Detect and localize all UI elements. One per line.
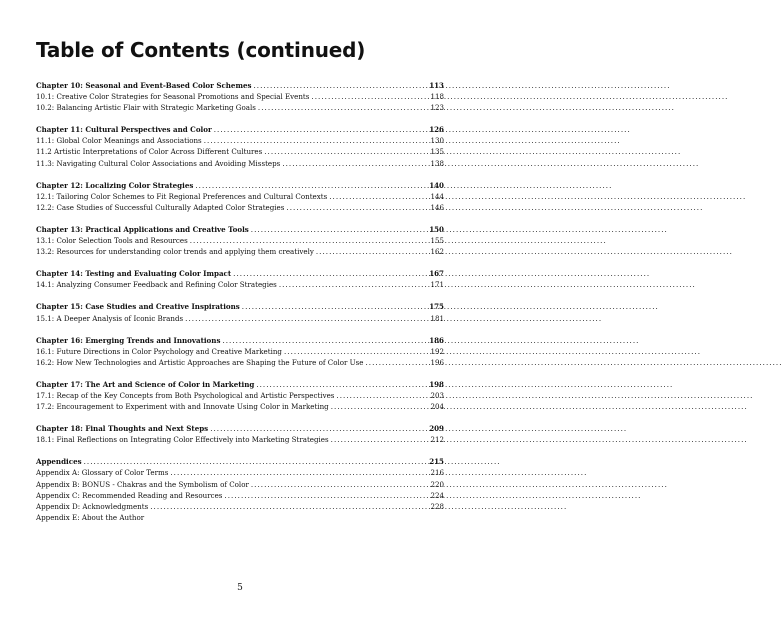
toc-entry-title: 12.1: Tailoring Color Schemes to Fit Regional Preferences and Cultural Contexts bbox=[36, 191, 328, 201]
toc-subsection-entry[interactable] bbox=[36, 135, 444, 146]
toc-entry-page: 175 bbox=[429, 302, 444, 312]
toc-entry-page: 123 bbox=[430, 103, 444, 113]
toc-entry-page: 150 bbox=[429, 224, 444, 234]
toc-chapter-entry[interactable] bbox=[36, 379, 444, 390]
toc-subsection-entry[interactable] bbox=[36, 146, 444, 157]
toc-chapter-entry[interactable] bbox=[36, 268, 444, 279]
toc-entry-page: 212 bbox=[430, 435, 444, 445]
toc-entry-title: 14.1: Analyzing Consumer Feedback and Refining Color Strategies bbox=[36, 280, 277, 290]
toc-entry-title: Chapter 12: Localizing Color Strategies bbox=[36, 180, 194, 190]
toc-entry-page: 198 bbox=[429, 379, 444, 389]
dot-leader bbox=[222, 335, 427, 346]
toc-entry-page: 155 bbox=[430, 236, 444, 246]
dot-leader bbox=[311, 91, 428, 102]
toc-subsection-entry[interactable] bbox=[36, 346, 444, 357]
toc-section bbox=[36, 456, 444, 523]
toc-subsection-entry[interactable] bbox=[36, 390, 444, 401]
toc-entry-title: Chapter 18: Final Thoughts and Next Steps bbox=[36, 424, 209, 434]
toc-entry-page: 196 bbox=[430, 357, 444, 367]
toc-entry-title: Appendices bbox=[36, 457, 82, 467]
toc-entry-page: 203 bbox=[430, 390, 444, 400]
dot-leader bbox=[195, 180, 427, 191]
toc-chapter-entry[interactable] bbox=[36, 456, 444, 467]
dot-leader bbox=[366, 357, 429, 368]
toc-chapter-entry[interactable] bbox=[36, 124, 444, 135]
toc-subsection-entry[interactable] bbox=[36, 479, 444, 490]
toc-entry-page: 224 bbox=[430, 490, 444, 500]
toc-subsection-entry[interactable] bbox=[36, 313, 444, 324]
toc-entry-title: 13.2: Resources for understanding color trends and applying them creatively bbox=[36, 247, 314, 257]
toc-entry-title: 16.1: Future Directions in Color Psychology and Creative Marketing bbox=[36, 346, 282, 356]
toc-entry-title: Chapter 10: Seasonal and Event-Based Color Schemes bbox=[36, 81, 252, 90]
toc-entry-page: 144 bbox=[430, 191, 444, 201]
page-number: 5 bbox=[237, 583, 243, 593]
dot-leader bbox=[253, 80, 427, 91]
toc-entry-page: 216 bbox=[430, 468, 444, 478]
toc-subsection-entry[interactable] bbox=[36, 512, 444, 523]
toc-entry-page: 220 bbox=[430, 479, 444, 489]
toc-chapter-entry[interactable] bbox=[36, 335, 444, 346]
toc-entry-title: Chapter 16: Emerging Trends and Innovations bbox=[36, 335, 221, 345]
toc-entry-title: Appendix A: Glossary of Color Terms bbox=[36, 468, 169, 478]
toc-entry-page: 167 bbox=[429, 269, 444, 279]
toc-section bbox=[36, 335, 444, 368]
page-title: Table of Contents (continued) bbox=[36, 38, 366, 62]
dot-leader bbox=[84, 456, 428, 467]
toc-entry-title: Chapter 14: Testing and Evaluating Color Impact bbox=[36, 269, 232, 279]
toc-subsection-entry[interactable] bbox=[36, 191, 444, 202]
dot-leader bbox=[256, 379, 427, 390]
dot-leader bbox=[150, 501, 428, 512]
toc-subsection-entry[interactable] bbox=[36, 235, 444, 246]
toc-entry-title: Chapter 15: Case Studies and Creative Inspirations bbox=[36, 302, 240, 312]
toc-entry-page: 146 bbox=[430, 202, 444, 212]
dot-leader bbox=[258, 102, 429, 113]
dot-leader bbox=[224, 490, 428, 501]
toc-subsection-entry[interactable] bbox=[36, 434, 444, 445]
toc-entry-title: Appendix D: Acknowledgments bbox=[36, 501, 149, 511]
toc-section bbox=[36, 423, 444, 445]
dot-leader bbox=[282, 158, 428, 169]
toc-entry-page: 138 bbox=[430, 158, 444, 168]
toc-entry-page: 126 bbox=[429, 125, 444, 135]
toc-entry-page: 209 bbox=[429, 424, 444, 434]
toc-entry-page: 181 bbox=[430, 313, 444, 323]
toc-chapter-entry[interactable] bbox=[36, 80, 444, 91]
toc-entry-title: 12.2: Case Studies of Successful Culturally Adapted Color Strategies bbox=[36, 202, 285, 212]
toc-entry-page: 215 bbox=[429, 457, 444, 467]
toc-subsection-entry[interactable] bbox=[36, 202, 444, 213]
toc-entry-page: 113 bbox=[429, 81, 444, 90]
toc-entry-title: 11.2 Artistic Interpretations of Color Across Different Cultures bbox=[36, 147, 263, 157]
table-of-contents bbox=[36, 80, 444, 534]
dot-leader bbox=[284, 346, 428, 357]
toc-subsection-entry[interactable] bbox=[36, 102, 444, 113]
toc-chapter-entry[interactable] bbox=[36, 224, 444, 235]
dot-leader bbox=[286, 202, 428, 213]
toc-entry-page: 118 bbox=[430, 92, 444, 102]
toc-subsection-entry[interactable] bbox=[36, 246, 444, 257]
toc-subsection-entry[interactable] bbox=[36, 401, 444, 412]
toc-section bbox=[36, 80, 444, 113]
toc-section bbox=[36, 268, 444, 290]
toc-entry-page: 140 bbox=[429, 180, 444, 190]
toc-entry-title: 17.1: Recap of the Key Concepts from Both Psychological and Artistic Perspectives bbox=[36, 390, 335, 400]
toc-entry-page: 228 bbox=[430, 501, 444, 511]
toc-entry-page: 171 bbox=[430, 280, 444, 290]
toc-entry-title: 11.3: Navigating Cultural Color Associations and Avoiding Missteps bbox=[36, 158, 281, 168]
toc-subsection-entry[interactable] bbox=[36, 467, 444, 478]
dot-leader bbox=[331, 401, 429, 412]
toc-subsection-entry[interactable] bbox=[36, 158, 444, 169]
dot-leader bbox=[170, 467, 428, 478]
toc-entry-title: 11.1: Global Color Meanings and Associations bbox=[36, 136, 202, 146]
toc-entry-page: 135 bbox=[430, 147, 444, 157]
dot-leader bbox=[316, 246, 429, 257]
dot-leader bbox=[233, 268, 427, 279]
toc-entry-page: 162 bbox=[430, 247, 444, 257]
toc-entry-title: 10.2: Balancing Artistic Flair with Strategic Marketing Goals bbox=[36, 103, 256, 113]
dot-leader bbox=[190, 235, 429, 246]
toc-entry-title: Chapter 13: Practical Applications and Creative Tools bbox=[36, 224, 249, 234]
toc-entry-page: 130 bbox=[430, 136, 444, 146]
toc-entry-page: 192 bbox=[430, 346, 444, 356]
toc-entry-title: Chapter 11: Cultural Perspectives and Color bbox=[36, 125, 212, 135]
toc-entry-title: 10.1: Creative Color Strategies for Seasonal Promotions and Special Events bbox=[36, 92, 310, 102]
dot-leader bbox=[210, 423, 427, 434]
dot-leader bbox=[329, 191, 428, 202]
dot-leader bbox=[204, 135, 429, 146]
toc-section bbox=[36, 379, 444, 412]
toc-section bbox=[36, 301, 444, 323]
dot-leader bbox=[331, 434, 429, 445]
toc-entry-title: Appendix C: Recommended Reading and Resources bbox=[36, 490, 223, 500]
toc-entry-title: Appendix B: BONUS - Chakras and the Symbolism of Color bbox=[36, 479, 249, 489]
dot-leader bbox=[336, 390, 428, 401]
toc-subsection-entry[interactable] bbox=[36, 279, 444, 290]
toc-entry-title: 18.1: Final Reflections on Integrating Color Effectively into Marketing Strategies bbox=[36, 435, 329, 445]
toc-entry-title: Chapter 17: The Art and Science of Color in Marketing bbox=[36, 379, 255, 389]
toc-section bbox=[36, 180, 444, 213]
dot-leader bbox=[251, 224, 427, 235]
toc-subsection-entry[interactable] bbox=[36, 490, 444, 501]
dot-leader bbox=[214, 124, 427, 135]
toc-entry-title: 13.1: Color Selection Tools and Resources bbox=[36, 236, 188, 246]
toc-chapter-entry[interactable] bbox=[36, 301, 444, 312]
toc-section bbox=[36, 124, 444, 168]
dot-leader bbox=[242, 301, 427, 312]
toc-subsection-entry[interactable] bbox=[36, 501, 444, 512]
toc-entry-title: 17.2: Encouragement to Experiment with and Innovate Using Color in Marketing bbox=[36, 402, 329, 412]
toc-section bbox=[36, 224, 444, 257]
toc-entry-title: Appendix E: About the Author bbox=[36, 512, 145, 522]
toc-entry-page: 186 bbox=[429, 335, 444, 345]
toc-chapter-entry[interactable] bbox=[36, 423, 444, 434]
toc-entry-title: 16.2: How New Technologies and Artistic Approaches are Shaping the Future of Color Use bbox=[36, 357, 364, 367]
dot-leader bbox=[185, 313, 428, 324]
dot-leader bbox=[279, 279, 429, 290]
toc-entry-title: 15.1: A Deeper Analysis of Iconic Brands bbox=[36, 313, 184, 323]
dot-leader bbox=[251, 479, 429, 490]
toc-chapter-entry[interactable] bbox=[36, 180, 444, 191]
dot-leader bbox=[264, 146, 428, 157]
toc-subsection-entry[interactable] bbox=[36, 91, 444, 102]
toc-entry-page: 204 bbox=[430, 402, 444, 412]
toc-subsection-entry[interactable] bbox=[36, 357, 444, 368]
